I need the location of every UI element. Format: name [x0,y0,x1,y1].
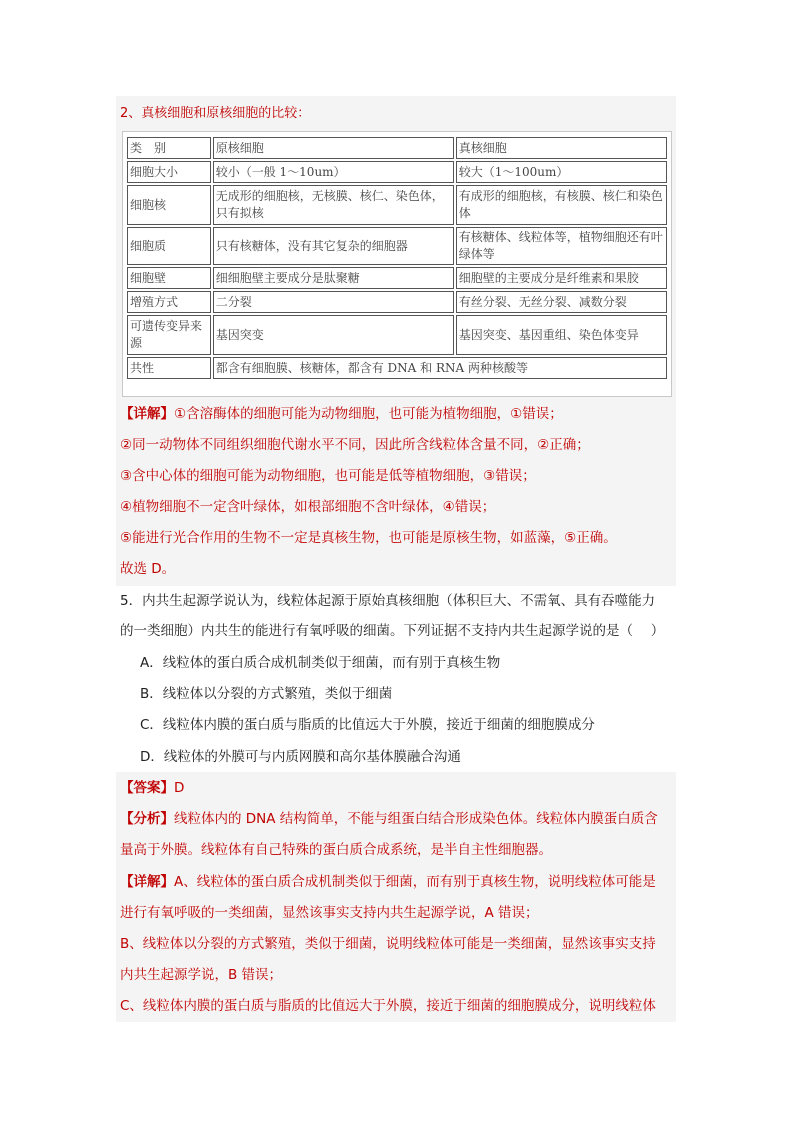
answer-value: D [174,780,185,796]
table-cell: 原核细胞 [213,137,454,159]
table-cell: 无成形的细胞核，无核膜、核仁、染色体，只有拟核 [213,185,454,225]
detail2-bracket: 【详解】 [120,874,174,890]
table-cell: 细细胞壁主要成分是肽聚糖 [213,267,454,289]
table-cell: 细胞核 [127,185,211,225]
table-cell: 较小（一般 1～10um） [213,161,454,183]
comparison-table-frame [122,131,672,397]
detail-line: 【详解】①含溶酶体的细胞可能为动物细胞，也可能为植物细胞，①错误； [120,406,563,422]
table-row [127,161,667,183]
table-cell: 二分裂 [213,291,454,313]
table-cell: 都含有细胞膜、核糖体，都含有 DNA 和 RNA 两种核酸等 [213,357,667,379]
detail-line: ②同一动物体不同组织细胞代谢水平不同，因此所含线粒体含量不同，②正确； [120,437,590,453]
table-row [127,227,667,265]
table-row [127,267,667,289]
table-cell: 基因突变 [213,315,454,355]
table-row [127,291,667,313]
table-row [127,185,667,225]
detail2-line: C、线粒体内膜的蛋白质与脂质的比值远大于外膜，接近于细菌的细胞膜成分，说明线粒体 [120,998,656,1014]
question-stem: 5．内共生起源学说认为，线粒体起源于原始真核细胞（体积巨大、不需氧、具有吞噬能力 [120,593,656,609]
table-cell: 增殖方式 [127,291,211,313]
question-stem: 的一类细胞）内共生的能进行有氧呼吸的细菌。下列证据不支持内共生起源学说的是（ ） [120,623,665,639]
detail-conclusion: 故选 D。 [120,561,176,577]
table-cell: 只有核糖体，没有其它复杂的细胞器 [213,227,454,265]
analysis-bracket: 【分析】 [120,811,174,827]
detail2-line: 进行有氧呼吸的一类细菌，显然该事实支持内共生起源学说，A 错误； [120,905,539,921]
detail2-line: B、线粒体以分裂的方式繁殖，类似于细菌，说明线粒体可能是一类细菌，显然该事实支持 [120,936,656,952]
table-cell: 可遗传变异来源 [127,315,211,355]
option-b: B．线粒体以分裂的方式繁殖，类似于细菌 [140,686,393,702]
analysis-line: 【分析】线粒体内的 DNA 结构简单，不能与组蛋白结合形成染色体。线粒体内膜蛋白质含 [120,811,658,827]
table-cell: 真核细胞 [456,137,667,159]
detail-line: ③含中心体的细胞可能为动物细胞，也可能是低等植物细胞，③错误； [120,468,536,484]
detail2-line: 内共生起源学说，B 错误； [120,967,283,983]
table-cell: 细胞大小 [127,161,211,183]
table-row [127,357,667,379]
table-cell: 共性 [127,357,211,379]
option-d: D．线粒体的外膜可与内质网膜和高尔基体膜融合沟通 [140,749,461,765]
detail2-line: 【详解】A、线粒体的蛋白质合成机制类似于细菌，而有别于真核生物，说明线粒体可能是 [120,874,656,890]
table-cell: 细胞壁的主要成分是纤维素和果胶 [456,267,667,289]
table-cell: 有核糖体、线粒体等，植物细胞还有叶绿体等 [456,227,667,265]
detail-bracket: 【详解】 [120,406,174,422]
option-c: C．线粒体内膜的蛋白质与脂质的比值远大于外膜，接近于细菌的细胞膜成分 [140,717,595,733]
answer-bracket: 【答案】 [120,780,174,796]
table-cell: 有丝分裂、无丝分裂、减数分裂 [456,291,667,313]
table-cell: 较大（1～100um） [456,161,667,183]
table-cell: 细胞质 [127,227,211,265]
analysis-line: 量高于外膜。线粒体有自己特殊的蛋白质合成系统，是半自主性细胞器。 [120,842,552,858]
table-row [127,315,667,355]
table-cell: 基因突变、基因重组、染色体变异 [456,315,667,355]
answer-line [120,778,184,798]
table-row [127,137,667,159]
section-title: 2、真核细胞和原核细胞的比较： [120,106,311,121]
comparison-table [125,135,669,381]
table-cell: 细胞壁 [127,267,211,289]
option-a: A．线粒体的蛋白质合成机制类似于细菌，而有别于真核生物 [140,655,501,671]
detail-line: ④植物细胞不一定含叶绿体，如根部细胞不含叶绿体，④错误； [120,499,496,515]
table-cell: 类 别 [127,137,211,159]
table-cell: 有成形的细胞核，有核膜、核仁和染色体 [456,185,667,225]
detail-line: ⑤能进行光合作用的生物不一定是真核生物，也可能是原核生物，如蓝藻，⑤正确。 [120,530,617,546]
